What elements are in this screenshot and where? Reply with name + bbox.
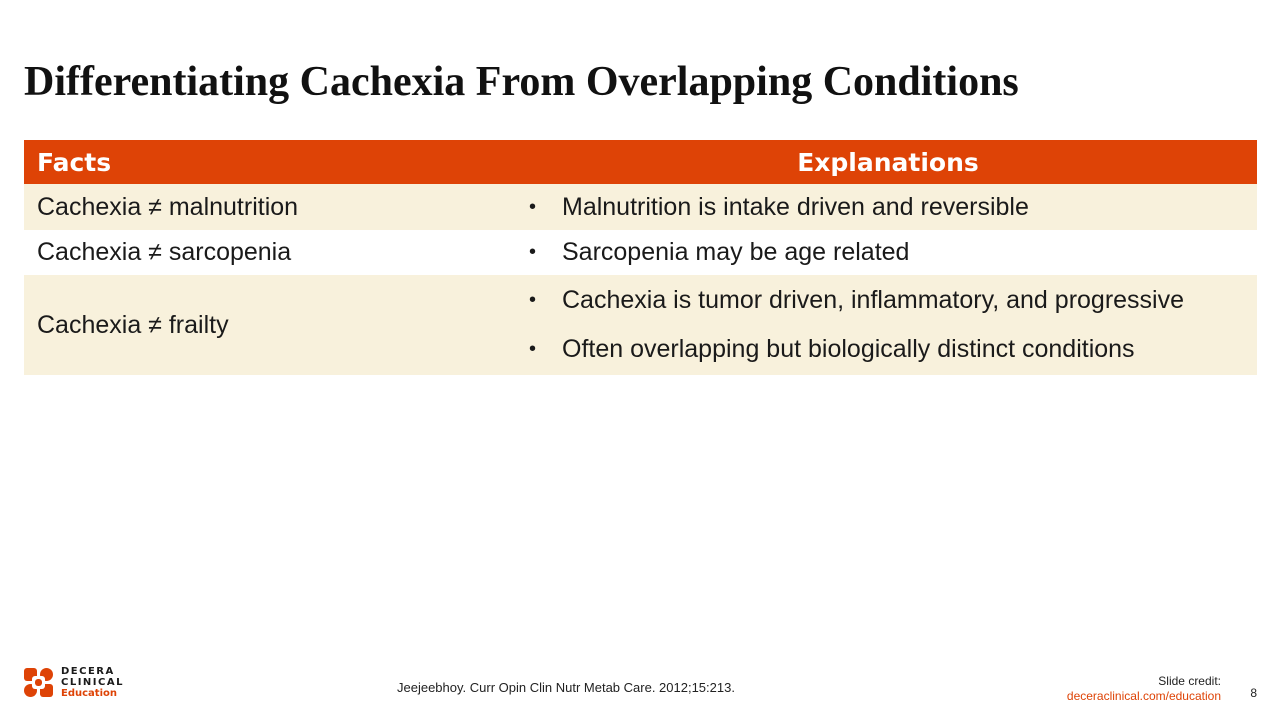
explanation-item — [519, 286, 1257, 315]
explanation-item — [519, 238, 1257, 267]
credit-label: Slide credit: — [1158, 674, 1221, 688]
slide-title: Differentiating Cachexia From Overlapping Conditions — [24, 59, 1019, 105]
logo-line-3: Education — [61, 688, 117, 699]
logo-wordmark — [61, 666, 124, 699]
explanation-cell — [519, 286, 1257, 364]
header-explanations: Explanations — [797, 147, 979, 177]
table-header — [24, 140, 1257, 184]
bullet-icon: • — [529, 195, 537, 218]
explanation-item — [519, 193, 1257, 222]
explanation-cell — [519, 238, 1257, 267]
fact-cell: Cachexia ≠ malnutrition — [37, 192, 299, 221]
explanation-cell — [519, 193, 1257, 222]
explanation-text: Sarcopenia may be age related — [562, 238, 910, 266]
explanation-item — [519, 335, 1257, 364]
citation: Jeejeebhoy. Curr Opin Clin Nutr Metab Care. 2012;15:213. — [397, 680, 735, 695]
table-row — [24, 184, 1257, 230]
logo-line-2: CLINICAL — [61, 677, 124, 688]
bullet-icon: • — [529, 241, 537, 263]
header-facts: Facts — [37, 147, 112, 177]
comparison-table — [24, 140, 1257, 375]
table-row — [24, 230, 1257, 275]
bullet-icon: • — [529, 338, 537, 360]
explanation-text: Often overlapping but biologically distinct conditions — [562, 335, 1135, 363]
page-number: 8 — [1250, 686, 1257, 700]
credit-link[interactable]: deceraclinical.com/education — [1066, 689, 1221, 703]
explanation-text: Cachexia is tumor driven, inflammatory, and progressive — [562, 286, 1185, 314]
decera-logo — [24, 666, 124, 699]
fact-cell: Cachexia ≠ frailty — [37, 310, 229, 339]
fact-cell: Cachexia ≠ sarcopenia — [37, 238, 292, 266]
slide-credit — [1067, 674, 1221, 704]
logo-line-1: DECERA — [61, 666, 115, 677]
explanation-text: Malnutrition is intake driven and reversible — [562, 192, 1029, 221]
table-row — [24, 275, 1257, 375]
bullet-icon: • — [529, 289, 537, 311]
logo-mark-icon — [24, 668, 53, 697]
